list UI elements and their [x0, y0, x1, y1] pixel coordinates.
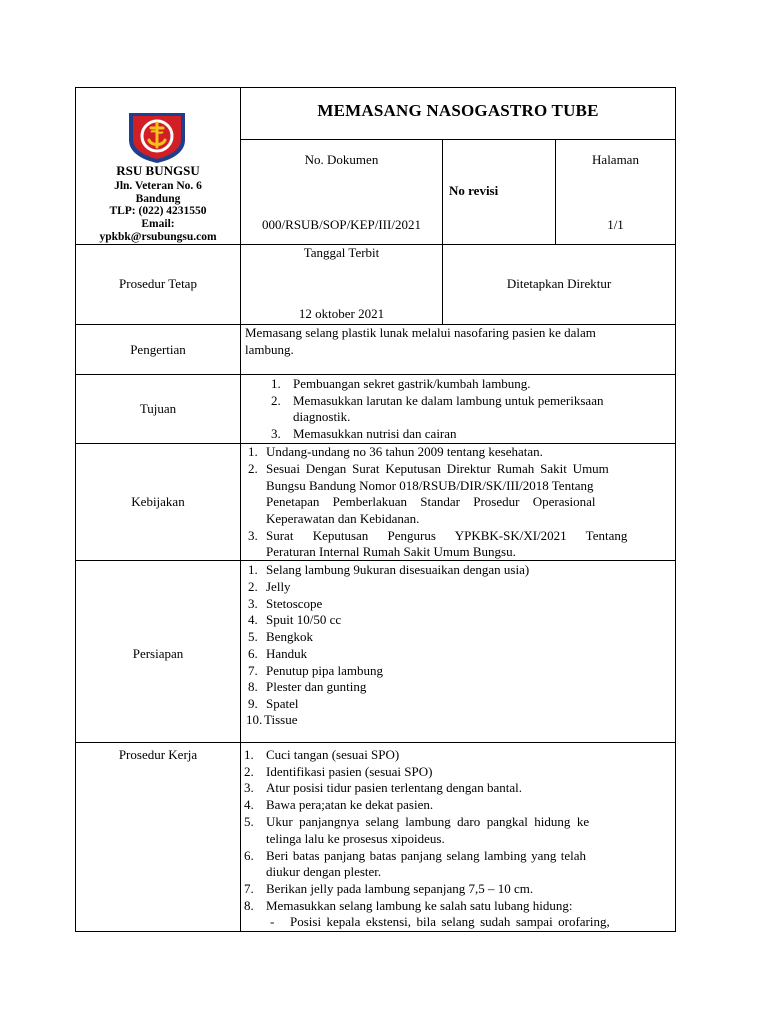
kebijakan-item-3-line-2: Peraturan Internal Rumah Sakit Umum Bungsu. — [266, 544, 516, 559]
persiapan-label: Persiapan — [132, 646, 184, 661]
persiapan-item-5: Bengkok — [266, 629, 313, 644]
halaman-label: Halaman — [592, 152, 639, 167]
prosedur-num-4: 4. — [244, 797, 254, 812]
no-dokumen-value: 000/RSUB/SOP/KEP/III/2021 — [262, 217, 421, 232]
tanggal-terbit-value: 12 oktober 2021 — [298, 306, 385, 321]
kebijakan-item-3-line-1: Surat Keputusan Pengurus YPKBK-SK/XI/2021 Tentang — [266, 528, 628, 543]
persiapan-num-10: 10. — [246, 712, 263, 727]
prosedur-item-5-line-2: telinga lalu ke prosesus xipoideus. — [266, 831, 445, 846]
prosedur-item-1: Cuci tangan (sesuai SPO) — [266, 747, 400, 762]
tujuan-item-2-line-1: Memasukkan larutan ke dalam lambung untuk pemeriksaan — [293, 393, 604, 408]
persiapan-item-2: Jelly — [266, 579, 291, 594]
prosedur-num-1: 1. — [244, 747, 254, 762]
pengertian-line-2: lambung. — [245, 342, 294, 357]
persiapan-item-3: Stetoscope — [266, 596, 323, 611]
no-dokumen-label: No. Dokumen — [304, 152, 379, 167]
prosedur-num-7: 7. — [244, 881, 254, 896]
ditetapkan-direktur: Ditetapkan Direktur — [506, 276, 612, 291]
persiapan-item-8: Plester dan gunting — [266, 679, 367, 694]
prosedur-item-3: Atur posisi tidur pasien terlentang dengan bantal. — [266, 780, 522, 795]
prosedur-item-6-line-2: diukur dengan plester. — [266, 864, 382, 879]
persiapan-num-1: 1. — [248, 562, 258, 577]
prosedur-num-3: 3. — [244, 780, 254, 795]
prosedur-num-8: 8. — [244, 898, 254, 913]
prosedur-num-5: 5. — [244, 814, 254, 829]
org-email-label: Email: — [141, 218, 175, 230]
prosedur-item-8: Memasukkan selang lambung ke salah satu lubang hidung: — [266, 898, 573, 913]
persiapan-num-6: 6. — [248, 646, 258, 661]
tujuan-item-3-line-1: Memasukkan nutrisi dan cairan — [293, 426, 457, 441]
persiapan-item-4: Spuit 10/50 cc — [266, 612, 342, 627]
pengertian-line-1: Memasang selang plastik lunak melalui nasofaring pasien ke dalam — [245, 325, 596, 340]
prosedur-kerja-label: Prosedur Kerja — [118, 747, 198, 762]
tujuan-num-2: 2. — [271, 393, 281, 408]
tujuan-item-1-line-1: Pembuangan sekret gastrik/kumbah lambung. — [293, 376, 531, 391]
kebijakan-item-1-line-1: Undang-undang no 36 tahun 2009 tentang kesehatan. — [266, 444, 543, 459]
kebijakan-item-2-line-1: Sesuai Dengan Surat Keputusan Direktur Rumah Sakit Umum — [266, 461, 609, 476]
persiapan-item-1: Selang lambung 9ukuran disesuaikan dengan usia) — [266, 562, 530, 577]
prosedur-item-5-line-1: Ukur panjangnya selang lambung daro pangkal hidung ke — [266, 814, 590, 829]
hospital-logo — [125, 110, 189, 164]
persiapan-num-2: 2. — [248, 579, 258, 594]
persiapan-num-3: 3. — [248, 596, 258, 611]
kebijakan-label: Kebijakan — [131, 494, 185, 509]
prosedur-num-6: 6. — [244, 848, 254, 863]
persiapan-item-7: Penutup pipa lambung — [266, 663, 383, 678]
tanggal-terbit-label: Tanggal Terbit — [303, 245, 380, 260]
org-name: RSU BUNGSU — [116, 163, 200, 178]
kebijakan-item-2-line-2: Bungsu Bandung Nomor 018/RSUB/DIR/SK/III/2018 Tentang — [266, 478, 594, 493]
prosedur-item-7: Berikan jelly pada lambung sepanjang 7,5 – 10 cm. — [266, 881, 534, 896]
kebijakan-num-1: 1. — [248, 444, 258, 459]
persiapan-item-9: Spatel — [266, 696, 299, 711]
kebijakan-item-2-line-3: Penetapan Pemberlakuan Standar Prosedur Operasional — [266, 494, 596, 509]
prosedur-item-4: Bawa pera;atan ke dekat pasien. — [266, 797, 434, 812]
persiapan-num-7: 7. — [248, 663, 258, 678]
prosedur-item-6-line-1: Beri batas panjang batas panjang selang lambing yang telah — [266, 848, 587, 863]
persiapan-item-6: Handuk — [266, 646, 308, 661]
prosedur-sub-item: Posisi kepala ekstensi, bila selang sudah sampai orofaring, — [290, 914, 610, 929]
prosedur-kerja-label-cell — [75, 742, 241, 932]
kebijakan-num-3: 3. — [248, 528, 258, 543]
tujuan-num-3: 3. — [271, 426, 281, 441]
persiapan-item-10: Tissue — [264, 712, 298, 727]
tujuan-label: Tujuan — [139, 401, 177, 416]
org-email: ypkbk@rsubungsu.com — [99, 231, 217, 243]
prosedur-sub-marker: - — [270, 914, 275, 929]
org-phone: TLP: (022) 4231550 — [109, 205, 207, 217]
halaman-value: 1/1 — [607, 217, 624, 232]
org-address-line-1: Jln. Veteran No. 6 — [114, 180, 202, 192]
persiapan-num-8: 8. — [248, 679, 258, 694]
persiapan-num-4: 4. — [248, 612, 258, 627]
org-address-line-2: Bandung — [135, 193, 181, 205]
persiapan-num-5: 5. — [248, 629, 258, 644]
no-revisi-label: No revisi — [449, 183, 499, 198]
kebijakan-item-2-line-4: Keperawatan dan Kebidanan. — [266, 511, 420, 526]
prosedur-num-2: 2. — [244, 764, 254, 779]
persiapan-num-9: 9. — [248, 696, 258, 711]
tujuan-item-2-line-2: diagnostik. — [293, 409, 351, 424]
kebijakan-num-2: 2. — [248, 461, 258, 476]
pengertian-label: Pengertian — [130, 342, 186, 357]
prosedur-tetap-label: Prosedur Tetap — [119, 276, 197, 291]
prosedur-item-2: Identifikasi pasien (sesuai SPO) — [266, 764, 433, 779]
tujuan-num-1: 1. — [271, 376, 281, 391]
document-title: MEMASANG NASOGASTRO TUBE — [317, 101, 599, 120]
